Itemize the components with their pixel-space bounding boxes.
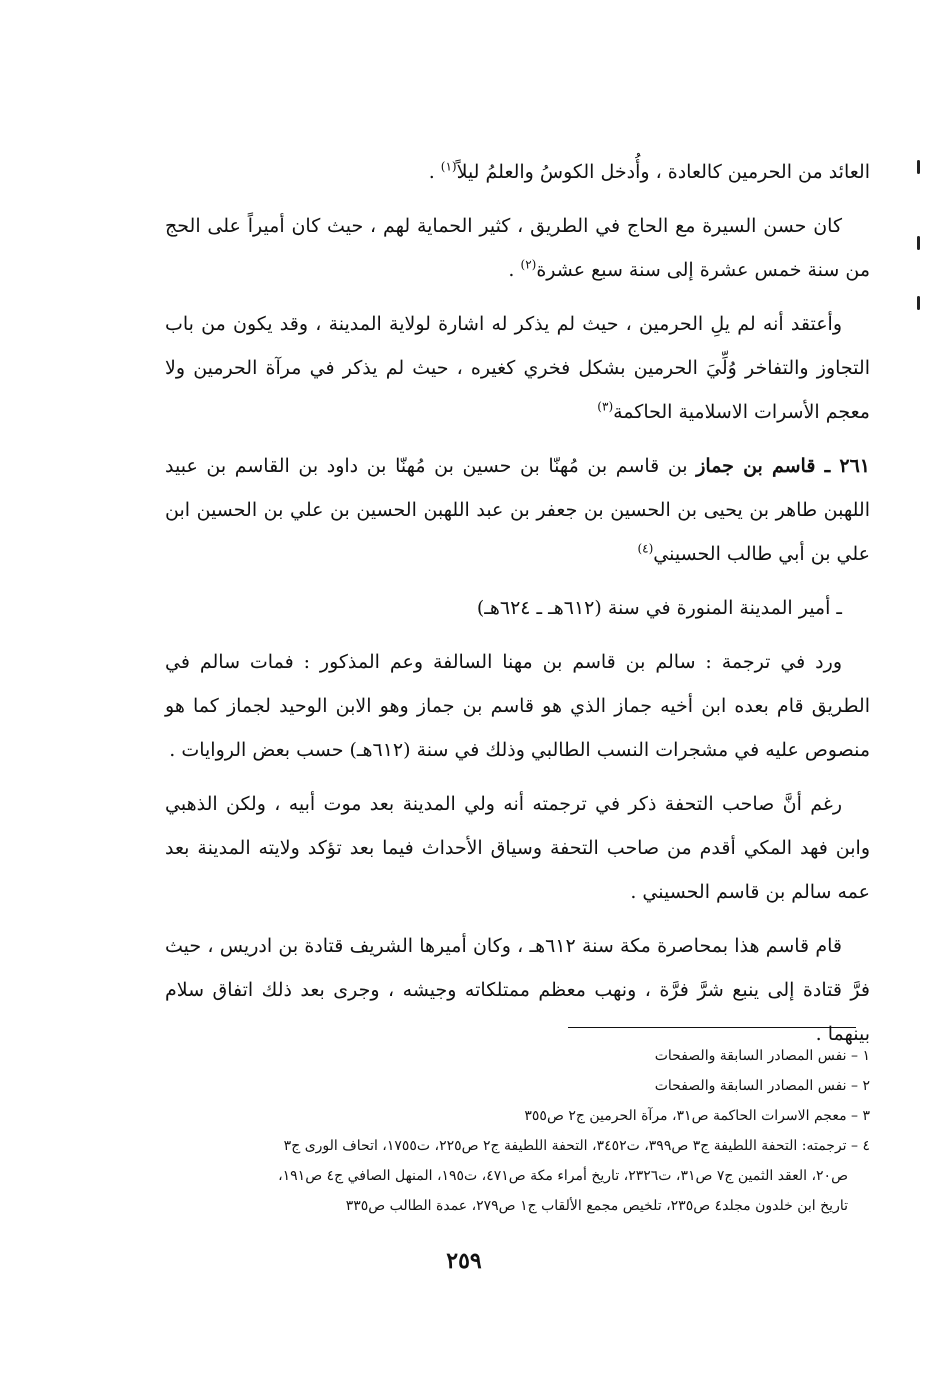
paragraph-1-text: العائد من الحرمين كالعادة ، وأُدخل الكوسُ والعلمُ ليلاً (456, 161, 870, 183)
footnote-4: ٤ – ترجمته: التحفة اللطيفة ج٣ ص٣٩٩، ت٣٤٥٢، التحفة اللطيفة ج٢ ص٢٢٥، ت١٧٥٥، اتحاف الورى ج٣ (283, 1138, 870, 1154)
main-text (165, 150, 870, 1066)
entry-heading: ٢٦١ ـ قاسم بن جماز (696, 455, 870, 477)
paragraph-1-end: . (428, 161, 441, 183)
paragraph-2-text: كان حسن السيرة مع الحاج في الطريق ، كثير الحماية لهم ، حيث كان أميراً على الحج من سنة خمس عشرة إلى سنة سبع عشرة (165, 215, 870, 281)
paragraph-4: ورد في ترجمة : سالم بن قاسم بن مهنا السالفة وعم المذكور : فمات سالم في الطريق قام بعده ابن أخيه جماز الذي هو قاسم بن جماز وهو الابن الوحيد لجماز كما هو منصوص عليه في مشجرات النسب الطالبي وذلك في سنة (٦١٢هـ) حسب بعض الروايات . (165, 651, 870, 761)
margin-mark (917, 236, 920, 250)
footnote-ref-2: (٢) (520, 257, 537, 272)
paragraph-2-end: . (508, 259, 521, 281)
footnote-ref-1: (١) (440, 159, 457, 174)
emir-line: ـ أمير المدينة المنورة في سنة (٦١٢هـ ـ ٦٢٤هـ) (476, 597, 842, 619)
footnote-ref-4: (٤) (637, 541, 654, 556)
footnote-ref-3: (٣) (597, 399, 614, 414)
margin-mark (917, 296, 920, 310)
footnote-2: ٢ – نفس المصادر السابقة والصفحات (654, 1078, 870, 1094)
paragraph-6: قام قاسم هذا بمحاصرة مكة سنة ٦١٢هـ ، وكان أميرها الشريف قتادة بن ادريس ، حيث فرَّ قتادة إلى ينبع شرَّ فرَّة ، ونهب معظم ممتلكاته وجيشه ، وجرى بعد ذلك اتفاق سلام بينهما . (165, 935, 870, 1045)
footnotes (165, 1042, 870, 1222)
paragraph-2 (165, 204, 870, 292)
entry-lineage: بن قاسم بن مُهنّا بن حسين بن مُهنّا بن داود بن القاسم بن عبيد اللهبن طاهر بن يحيى بن الحسين بن جعفر بن عبد اللهبن الحسين بن علي بن الحسين ابن علي بن أبي طالب الحسيني (165, 455, 870, 565)
entry-261 (165, 444, 870, 576)
footnote-4-cont-2: تاريخ ابن خلدون مجلد٤ ص٢٣٥، تلخيص مجمع الألقاب ج١ ص٢٧٩، عمدة الطالب ص٣٣٥ (345, 1198, 848, 1214)
paragraph-3-text: وأعتقد أنه لم يلِ الحرمين ، حيث لم يذكر له اشارة لولاية المدينة ، وقد يكون من باب التجاوز والتفاخر وُلِّيَ الحرمين بشكل فخري كغيره ، حيث لم يذكر في مرآة الحرمين ولا معجم الأسرات الاسلامية الحاكمة (165, 313, 870, 423)
footnote-4-cont-1: ص٢٠، العقد الثمين ج٧ ص٣١، ت٢٣٢٦، تاريخ أمراء مكة ص٤٧١، ت١٩٥، المنهل الصافي ج٤ ص١٩١، (278, 1168, 848, 1184)
margin-mark (917, 160, 920, 174)
paragraph-5: رغم أنَّ صاحب التحفة ذكر في ترجمته أنه ولي المدينة بعد موت أبيه ، ولكن الذهبي وابن فهد المكي أقدم من صاحب التحفة وسياق الأحداث فيما بعد تؤكد ولايته المدينة بعد عمه سالم بن قاسم الحسيني . (165, 793, 870, 903)
footnote-1: ١ – نفس المصادر السابقة والصفحات (654, 1048, 870, 1064)
paragraph-3 (165, 302, 870, 434)
footnote-divider (568, 1027, 856, 1028)
paragraph-1 (165, 150, 870, 194)
page-number: ٢٥٩ (446, 1248, 482, 1274)
footnote-3: ٣ – معجم الاسرات الحاكمة ص٣١، مرآة الحرمين ج٢ ص٣٥٥ (524, 1108, 870, 1124)
